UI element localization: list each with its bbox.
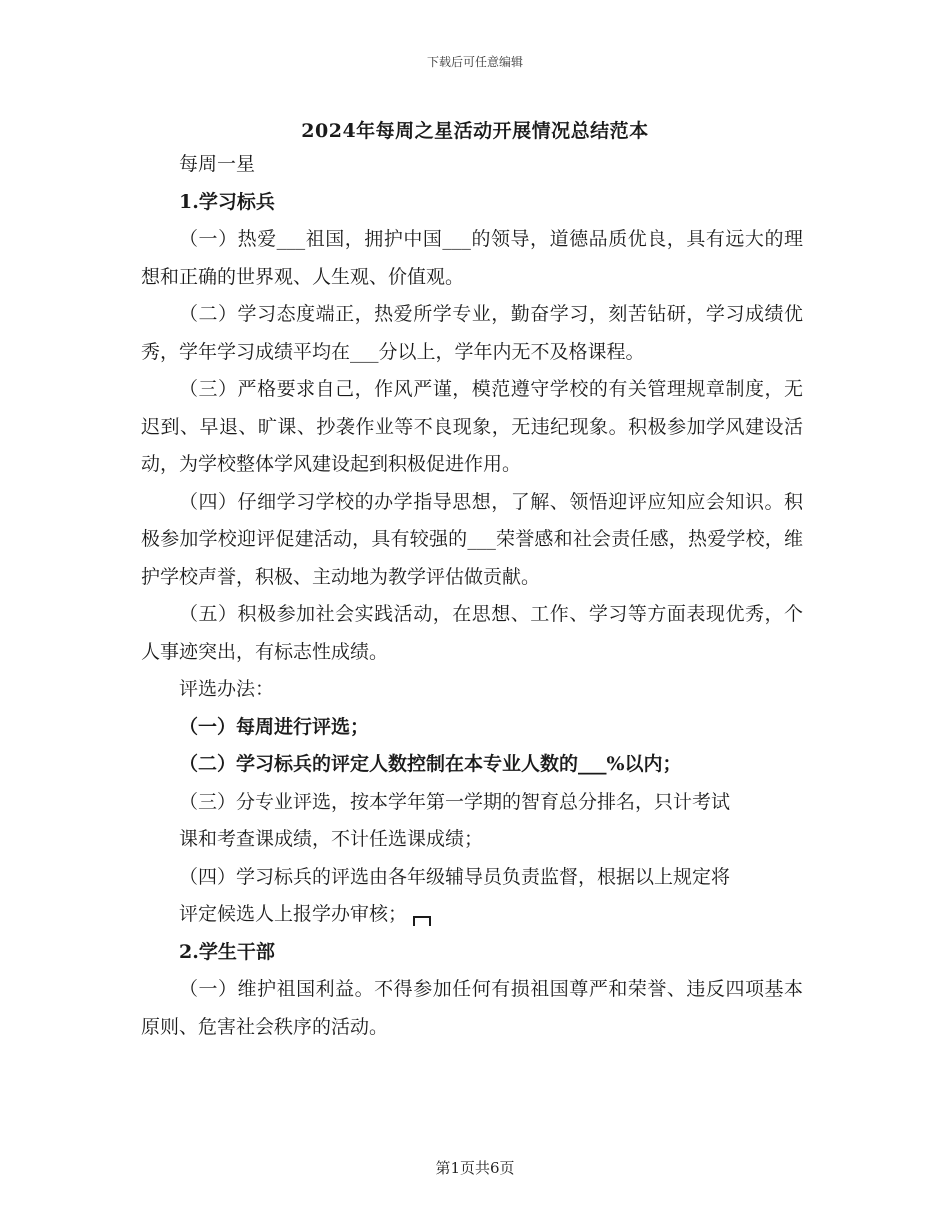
paragraph-section-heading: 每周一星: [179, 153, 256, 175]
paragraph-student-cadre-heading: 2.学生干部: [179, 940, 275, 963]
document-body: [141, 146, 803, 1046]
paragraph-method-3-cont: 课和考查课成绩，不计任选课成绩；: [179, 828, 484, 850]
paragraph-criterion-1: （一）热爱___祖国，拥护中国___的领导，道德品质优良，具有远大的理想和正确的世界观、人生观、价值观。: [141, 228, 803, 288]
paragraph-criterion-5: （五）积极参加社会实践活动，在思想、工作、学习等方面表现优秀，个人事迹突出，有标志性成绩。: [141, 603, 803, 663]
document-title: 2024年每周之星活动开展情况总结范本: [301, 120, 649, 142]
page-footer: 第1页共6页: [435, 1159, 515, 1177]
paragraph-criterion-2: （二）学习态度端正，热爱所学专业，勤奋学习，刻苦钻研，学习成绩优秀，学年学习成绩平均在___分以上，学年内无不及格课程。: [141, 303, 803, 363]
paragraph-criterion-4: （四）仔细学习学校的办学指导思想，了解、领悟迎评应知应会知识。积极参加学校迎评促建活动，具有较强的___荣誉感和社会责任感，热爱学校，维护学校声誉，积极、主动地为教学评估做贡献。: [141, 490, 803, 588]
paragraph-study-model-heading: 1.学习标兵: [179, 190, 275, 213]
paragraph-method-2: （二）学习标兵的评定人数控制在本专业人数的___%以内；: [179, 753, 682, 775]
paragraph-method-4-cont-text: 评定候选人上报学办审核；: [179, 903, 408, 925]
paragraph-cadre-criterion-1: （一）维护祖国利益。不得参加任何有损祖国尊严和荣誉、违反四项基本原则、危害社会秩序的活动。: [141, 978, 803, 1038]
paragraph-method-3: （三）分专业评选，按本学年第一学期的智育总分排名，只计考试: [179, 790, 731, 813]
bracket-mark-icon: [413, 916, 431, 926]
paragraph-method-4-cont: [141, 896, 803, 934]
paragraph-selection-method: 评选办法：: [179, 678, 275, 700]
paragraph-criterion-3: （三）严格要求自己，作风严谨，模范遵守学校的有关管理规章制度，无迟到、早退、旷课、抄袭作业等不良现象，无违纪现象。积极参加学风建设活动，为学校整体学风建设起到积极促进作用。: [141, 378, 803, 475]
paragraph-method-4: （四）学习标兵的评选由各年级辅导员负责监督，根据以上规定将: [179, 865, 731, 888]
header-note: 下载后可任意编辑: [426, 55, 523, 69]
paragraph-method-1: （一）每周进行评选；: [179, 715, 370, 738]
